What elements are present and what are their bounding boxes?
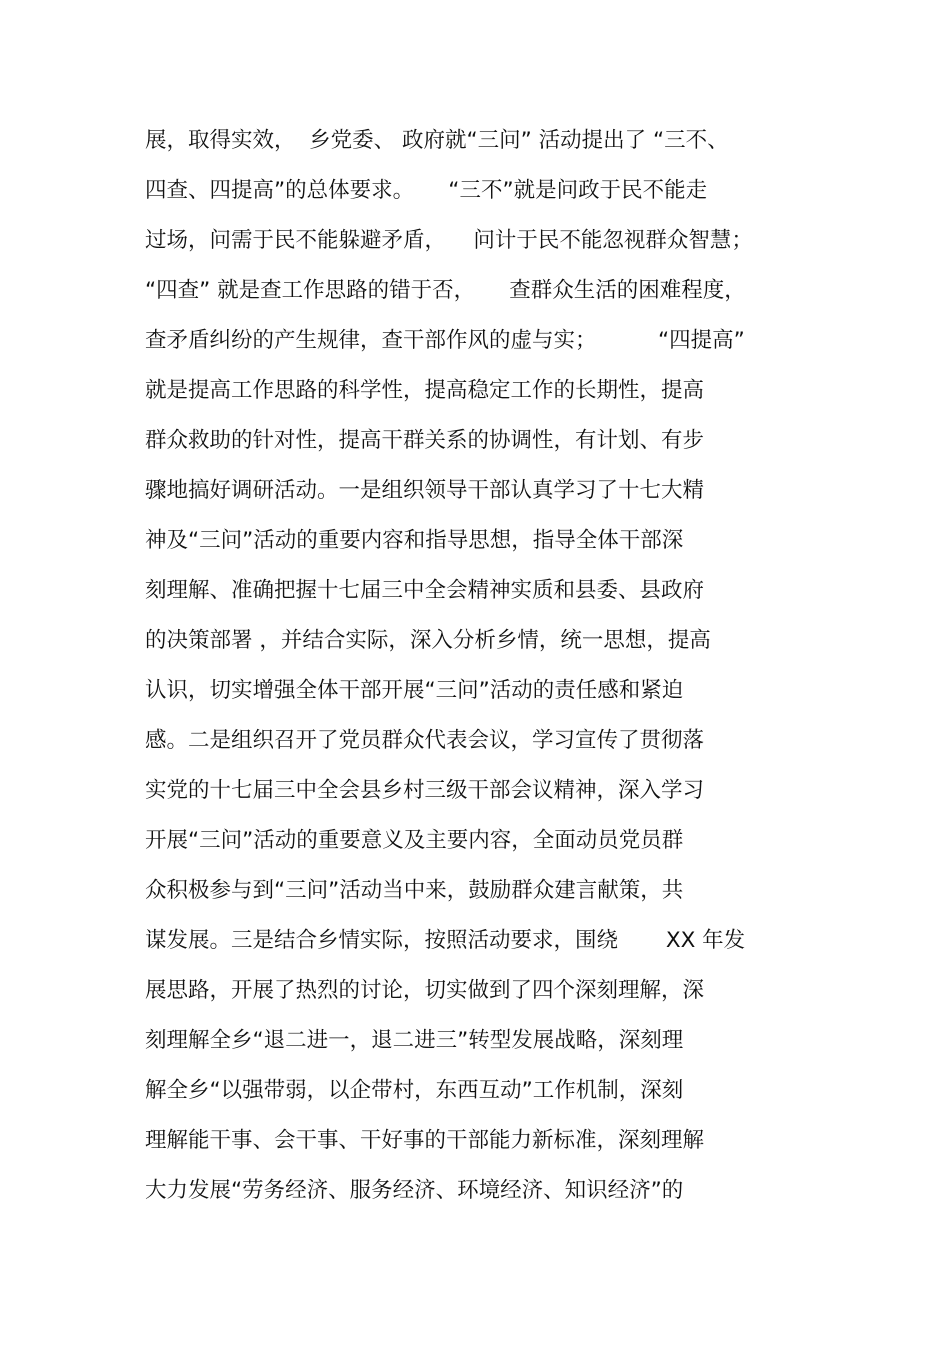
text-line: 感。二是组织召开了党员群众代表会议，学习宣传了贯彻落 xyxy=(145,728,705,753)
body-text xyxy=(145,116,825,1216)
text-line: 大力发展“劳务经济、服务经济、环境经济、知识经济”的 xyxy=(145,1178,684,1203)
text-line: 展，取得实效， 乡党委、 政府就“三问” 活动提出了 “三不、 xyxy=(145,128,729,153)
text-line: 认识，切实增强全体干部开展“三问”活动的责任感和紧迫 xyxy=(145,678,684,703)
text-line: 众积极参与到“三问”活动当中来，鼓励群众建言献策，共 xyxy=(145,878,684,903)
text-line: 实党的十七届三中全会县乡村三级干部会议精神，深入学习 xyxy=(145,778,705,803)
text-line: 刻理解、准确把握十七届三中全会精神实质和县委、县政府 xyxy=(145,578,705,603)
text-line: 刻理解全乡“退二进一，退二进三”转型发展战略，深刻理 xyxy=(145,1028,684,1053)
text-line: 开展“三问”活动的重要意义及主要内容，全面动员党员群 xyxy=(145,828,684,853)
text-line: 四查、四提高”的总体要求。 “三不”就是问政于民不能走 xyxy=(145,178,708,203)
text-line: 谋发展。三是结合乡情实际，按照活动要求，围绕 XX 年发 xyxy=(145,928,746,953)
text-line: “四查” 就是查工作思路的错于否， 查群众生活的困难程度， xyxy=(145,278,746,303)
text-line: 的决策部署 ，并结合实际，深入分析乡情，统一思想，提高 xyxy=(145,628,711,653)
text-line: 展思路，开展了热烈的讨论，切实做到了四个深刻理解，深 xyxy=(145,978,705,1003)
text-line: 查矛盾纠纷的产生规律，查干部作风的虚与实； “四提高” xyxy=(145,328,745,353)
text-line: 骤地搞好调研活动。一是组织领导干部认真学习了十七大精 xyxy=(145,478,705,503)
text-line: 神及“三问”活动的重要内容和指导思想，指导全体干部深 xyxy=(145,528,684,553)
text-line: 解全乡“以强带弱，以企带村，东西互动”工作机制，深刻 xyxy=(145,1078,684,1103)
text-line: 理解能干事、会干事、干好事的干部能力新标准，深刻理解 xyxy=(145,1128,705,1153)
text-line: 就是提高工作思路的科学性，提高稳定工作的长期性，提高 xyxy=(145,378,705,403)
text-line: 过场，问需于民不能躲避矛盾， 问计于民不能忽视群众智慧； xyxy=(145,228,753,253)
text-line: 群众救助的针对性，提高干群关系的协调性，有计划、有步 xyxy=(145,428,705,453)
